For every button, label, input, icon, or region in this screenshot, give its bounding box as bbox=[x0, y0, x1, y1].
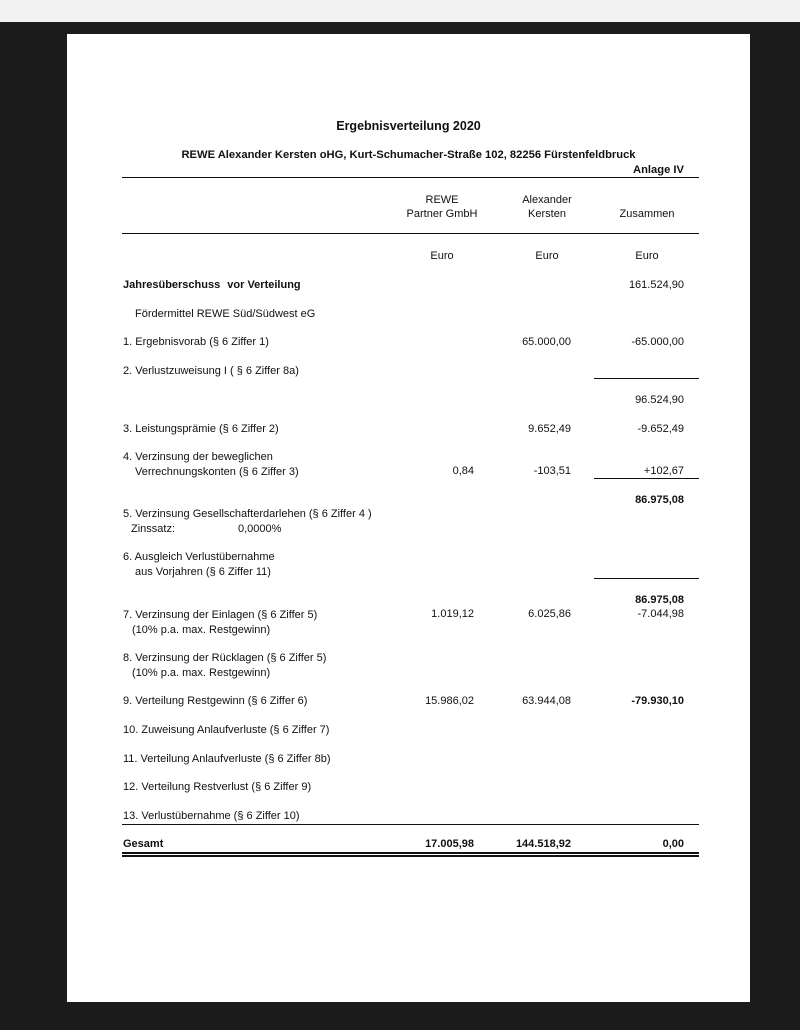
row-5-label: 5. Verzinsung Gesellschafterdarlehen (§ 6 Ziffer 4 ) bbox=[123, 508, 372, 520]
column-header-line: Alexander bbox=[522, 194, 572, 206]
row-6-label-b: aus Vorjahren (§ 6 Ziffer 11) bbox=[135, 566, 271, 578]
column-header-line: Kersten bbox=[528, 208, 566, 220]
row-5-rate: 0,0000% bbox=[238, 523, 282, 535]
row-9-total: -79.930,10 bbox=[631, 695, 684, 707]
column-header-zusammen bbox=[597, 207, 697, 221]
row-9-col1: 15.986,02 bbox=[425, 695, 474, 707]
row-8-label bbox=[123, 651, 326, 681]
gesamt-col1: 17.005,98 bbox=[425, 838, 474, 850]
row-9-col2: 63.944,08 bbox=[522, 695, 571, 707]
row-11-label: 11. Verteilung Anlaufverluste (§ 6 Ziffer 8b) bbox=[123, 753, 331, 765]
gesamt-total: 0,00 bbox=[662, 838, 684, 850]
row-4-col2: -103,51 bbox=[533, 465, 571, 477]
subtotal-2: 86.975,08 bbox=[635, 494, 684, 506]
row-9-label: 9. Verteilung Restgewinn (§ 6 Ziffer 6) bbox=[123, 695, 308, 707]
row-3-total: -9.652,49 bbox=[637, 423, 684, 435]
column-header-kersten bbox=[497, 193, 597, 221]
header-rule-bottom bbox=[122, 233, 699, 234]
row-4-label-b: Verrechnungskonten (§ 6 Ziffer 3) bbox=[135, 466, 299, 478]
unit-col1: Euro bbox=[430, 250, 454, 262]
row-4-total: +102,67 bbox=[643, 465, 684, 477]
gesamt-label: Gesamt bbox=[123, 838, 164, 850]
document-page bbox=[67, 34, 750, 1002]
row-8-label-b: (10% p.a. max. Restgewinn) bbox=[132, 667, 271, 679]
row-6-label bbox=[123, 550, 275, 580]
row-3-col2: 9.652,49 bbox=[528, 423, 571, 435]
row-7-total: -7.044,98 bbox=[637, 608, 684, 620]
subtotal-3: 86.975,08 bbox=[635, 594, 684, 606]
row-4-col1: 0,84 bbox=[452, 465, 474, 477]
row-1-total: -65.000,00 bbox=[631, 336, 684, 348]
row-6-label-a: 6. Ausgleich Verlustübernahme bbox=[123, 551, 275, 563]
row-7-label bbox=[123, 608, 317, 638]
row-2-label: 2. Verlustzuweisung I ( § 6 Ziffer 8a) bbox=[123, 365, 299, 377]
row-10-label: 10. Zuweisung Anlaufverluste (§ 6 Ziffer 7) bbox=[123, 724, 330, 736]
column-header-line: Partner GmbH bbox=[406, 208, 478, 220]
row-1-label: 1. Ergebnisvorab (§ 6 Ziffer 1) bbox=[123, 336, 269, 348]
total-rule-bottom-1 bbox=[122, 852, 699, 854]
column-header-line: REWE bbox=[425, 194, 459, 206]
row-7-col2: 6.025,86 bbox=[528, 608, 571, 620]
row-4-label bbox=[123, 450, 299, 480]
window-top-bar bbox=[0, 0, 800, 22]
unit-col3: Euro bbox=[635, 250, 659, 262]
row-4-label-a: 4. Verzinsung der beweglichen bbox=[123, 451, 273, 463]
row-7-col1: 1.019,12 bbox=[431, 608, 474, 620]
row-7-label-b: (10% p.a. max. Restgewinn) bbox=[132, 624, 271, 636]
row-3-label: 3. Leistungsprämie (§ 6 Ziffer 2) bbox=[123, 423, 279, 435]
document-title: Ergebnisverteilung 2020 bbox=[336, 119, 481, 133]
jahres-label-a: Jahresüberschuss bbox=[123, 279, 221, 291]
row-13-label: 13. Verlustübernahme (§ 6 Ziffer 10) bbox=[123, 810, 300, 822]
subtotal-rule-1 bbox=[594, 378, 699, 379]
unit-col2: Euro bbox=[535, 250, 559, 262]
row-12-label: 12. Verteilung Restverlust (§ 6 Ziffer 9) bbox=[123, 781, 312, 793]
row-5-rate-label: Zinssatz: bbox=[131, 523, 176, 535]
total-rule-top bbox=[122, 824, 699, 825]
annex-label: Anlage IV bbox=[633, 164, 684, 176]
row-jahresueberschuss-label bbox=[123, 279, 301, 291]
row-8-label-a: 8. Verzinsung der Rücklagen (§ 6 Ziffer 5) bbox=[123, 652, 327, 664]
jahres-total: 161.524,90 bbox=[628, 279, 684, 291]
total-rule-bottom-2 bbox=[122, 855, 699, 857]
subtotal-rule-2 bbox=[594, 478, 699, 479]
subtotal-rule-3 bbox=[594, 578, 699, 579]
column-header-rewe bbox=[392, 193, 492, 221]
column-header-line: Zusammen bbox=[619, 208, 675, 220]
document-subtitle: REWE Alexander Kersten oHG, Kurt-Schumacher-Straße 102, 82256 Fürstenfeldbruck bbox=[181, 149, 636, 161]
row-foerdermittel: Fördermittel REWE Süd/Südwest eG bbox=[135, 308, 316, 320]
gesamt-col2: 144.518,92 bbox=[515, 838, 571, 850]
header-rule-top bbox=[122, 177, 699, 178]
subtotal-1: 96.524,90 bbox=[635, 394, 684, 406]
row-1-col2: 65.000,00 bbox=[522, 336, 571, 348]
jahres-label-b: vor Verteilung bbox=[227, 279, 301, 291]
row-7-label-a: 7. Verzinsung der Einlagen (§ 6 Ziffer 5) bbox=[123, 609, 318, 621]
